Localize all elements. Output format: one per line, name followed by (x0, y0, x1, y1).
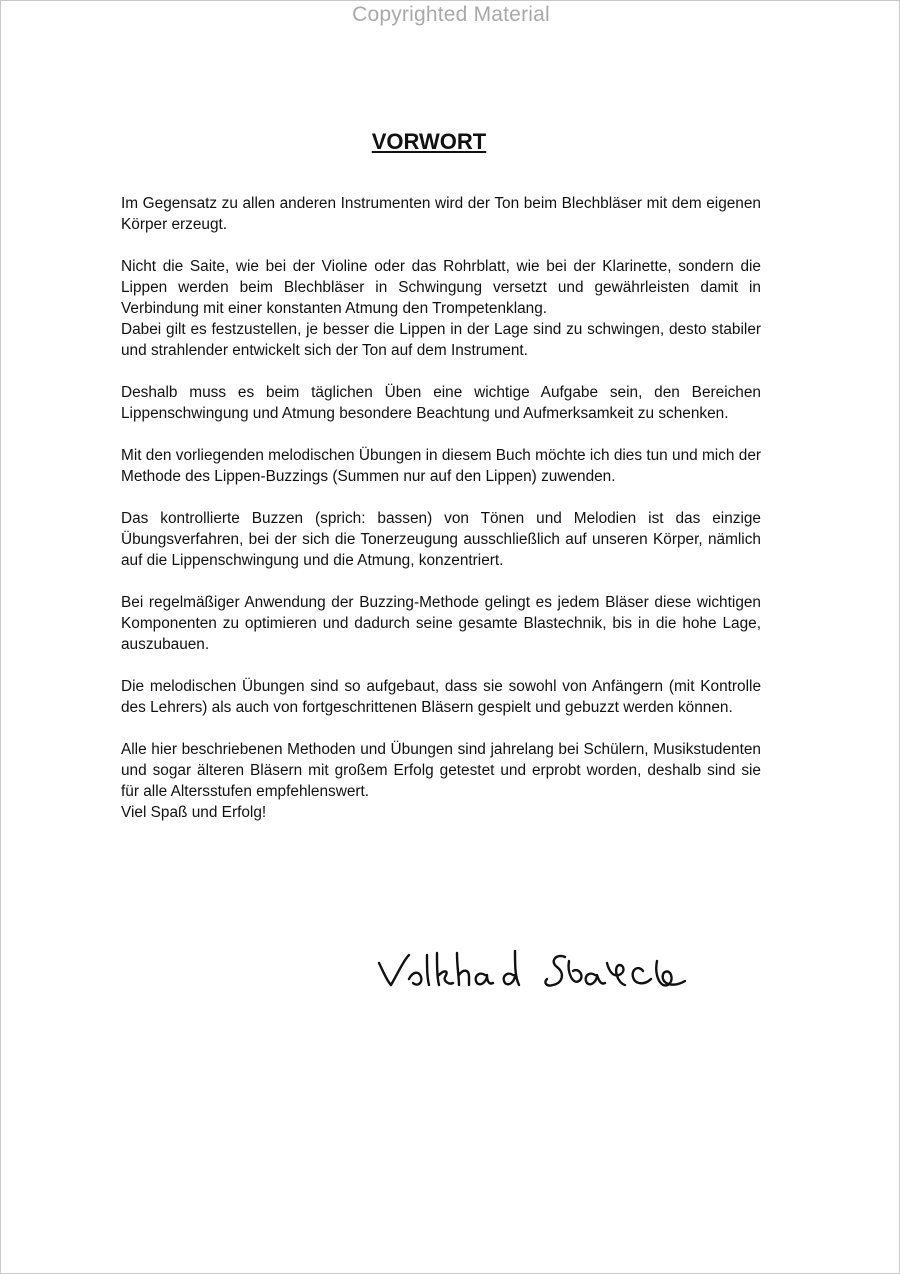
paragraph-text: Bei regelmäßiger Anwendung der Buzzing-Methode gelingt es jedem Bläser diese wichtigen Komponenten zu optimieren und dadurch seine gesamte Blastechnik, bis in die hohe Lage, auszubauen. (121, 594, 761, 653)
paragraph (121, 676, 761, 718)
paragraph-text: Nicht die Saite, wie bei der Violine oder das Rohrblatt, wie bei der Klarinette, sondern die Lippen werden beim Blechbläser in Schwingung versetzt und gewährleisten damit in Verbindung mit einer konstanten Atmung den Trompetenklang. (121, 258, 761, 317)
paragraph-text: Das kontrollierte Buzzen (sprich: bassen) von Tönen und Melodien ist das einzige Übungsverfahren, bei der sich die Tonerzeugung ausschließlich auf unseren Körper, nämlich auf die Lippenschwingung und die Atmung, konzentriert. (121, 510, 761, 569)
paragraph (121, 508, 761, 571)
signature-drawing (373, 941, 703, 1001)
paragraph (121, 193, 761, 235)
foreword-body (121, 193, 761, 844)
paragraph (121, 256, 761, 361)
paragraph-text: Viel Spaß und Erfolg! (121, 804, 267, 821)
paragraph-text: Im Gegensatz zu allen anderen Instrumenten wird der Ton beim Blechbläser mit dem eigenen Körper erzeugt. (121, 195, 761, 233)
paragraph-text: Alle hier beschriebenen Methoden und Übungen sind jahrelang bei Schülern, Musikstudenten und sogar älteren Bläsern mit großem Erfolg getestet und erprobt worden, deshalb sind sie für alle Altersstufen empfehlenswert. (121, 741, 761, 800)
paragraph (121, 739, 761, 823)
page-title: VORWORT (371, 129, 487, 154)
handwritten-signature (373, 941, 703, 1001)
paragraph-text: Die melodischen Übungen sind so aufgebaut, dass sie sowohl von Anfängern (mit Kontrolle des Lehrers) als auch von fortgeschrittenen Bläsern gespielt und gebuzzt werden können. (121, 678, 761, 716)
paragraph (121, 592, 761, 655)
paragraph (121, 445, 761, 487)
paragraph-text: Mit den vorliegenden melodischen Übungen in diesem Buch möchte ich dies tun und mich der Methode des Lippen-Buzzings (Summen nur auf den Lippen) zuwenden. (121, 447, 761, 485)
copyright-watermark: Copyrighted Material (352, 3, 550, 26)
paragraph-text: Deshalb muss es beim täglichen Üben eine wichtige Aufgabe sein, den Bereichen Lippenschwingung und Atmung besondere Beachtung und Aufmerksamkeit zu schenken. (121, 384, 761, 422)
paragraph (121, 382, 761, 424)
paragraph-text: Dabei gilt es festzustellen, je besser die Lippen in der Lage sind zu schwingen, desto stabiler und strahlender entwickelt sich der Ton auf dem Instrument. (121, 321, 761, 359)
